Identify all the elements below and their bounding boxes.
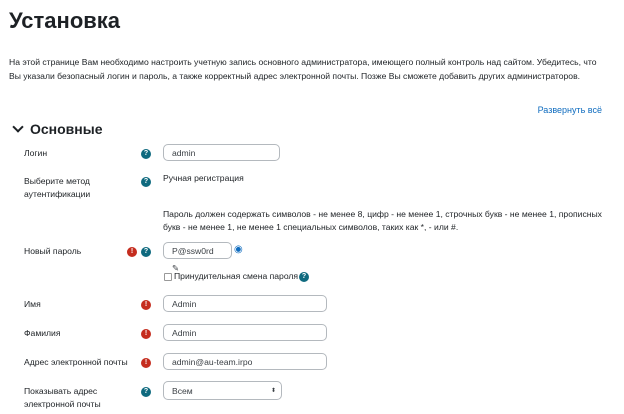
lastname-label: Фамилия bbox=[24, 328, 61, 338]
password-rules: Пароль должен содержать символов - не менее 8, цифр - не менее 1, строчных букв - не менее 1, прописных букв - не менее 1, не менее 1 специальных символов, таких как *, - или #. bbox=[163, 209, 602, 232]
auth-label: Выберите метод аутентификации bbox=[24, 176, 91, 199]
firstname-label: Имя bbox=[24, 299, 41, 309]
eye-icon[interactable]: ◉ bbox=[234, 244, 243, 255]
auth-value: Ручная регистрация bbox=[163, 173, 244, 183]
email-label: Адрес электронной почты bbox=[24, 357, 128, 367]
required-icon: ! bbox=[141, 300, 151, 310]
password-input[interactable] bbox=[163, 242, 232, 273]
force-change-checkbox[interactable] bbox=[164, 273, 172, 281]
expand-all-link[interactable]: Развернуть всё bbox=[537, 105, 602, 115]
show-email-label: Показывать адрес электронной почты bbox=[24, 386, 101, 409]
chevron-down-icon bbox=[12, 121, 23, 132]
required-icon: ! bbox=[141, 329, 151, 339]
required-icon: ! bbox=[127, 247, 137, 257]
section-header[interactable] bbox=[14, 121, 103, 137]
show-email-value: Всем bbox=[172, 386, 193, 396]
force-change-label: Принудительная смена пароля bbox=[174, 271, 299, 281]
help-icon[interactable]: ? bbox=[141, 247, 151, 257]
required-icon: ! bbox=[141, 358, 151, 368]
help-icon[interactable]: ? bbox=[299, 272, 309, 282]
email-input[interactable]: admin@au-team.irpo bbox=[163, 353, 327, 370]
intro-text: На этой странице Вам необходимо настроить учетную запись основного администратора, имеющего полный контроль над сайтом. Убедитесь, что Вы указали безопасный логин и пароль, а также корректный адрес электронной почты. Позже Вы сможете добавить других администраторов. bbox=[9, 57, 597, 81]
firstname-input[interactable]: Admin bbox=[163, 295, 327, 312]
pencil-icon[interactable]: ✎ bbox=[172, 263, 180, 273]
password-label: Новый пароль bbox=[24, 246, 82, 256]
help-icon[interactable]: ? bbox=[141, 177, 151, 187]
section-title: Основные bbox=[30, 121, 103, 137]
password-value: P@ssw0rd bbox=[172, 246, 214, 256]
login-input[interactable]: admin bbox=[163, 144, 280, 161]
show-email-select[interactable] bbox=[163, 381, 282, 400]
page-title: Установка bbox=[9, 8, 121, 33]
select-arrows-icon: ⬍ bbox=[270, 388, 276, 394]
login-label: Логин bbox=[24, 148, 48, 158]
lastname-input[interactable]: Admin bbox=[163, 324, 327, 341]
help-icon[interactable]: ? bbox=[141, 149, 151, 159]
help-icon[interactable]: ? bbox=[141, 387, 151, 397]
